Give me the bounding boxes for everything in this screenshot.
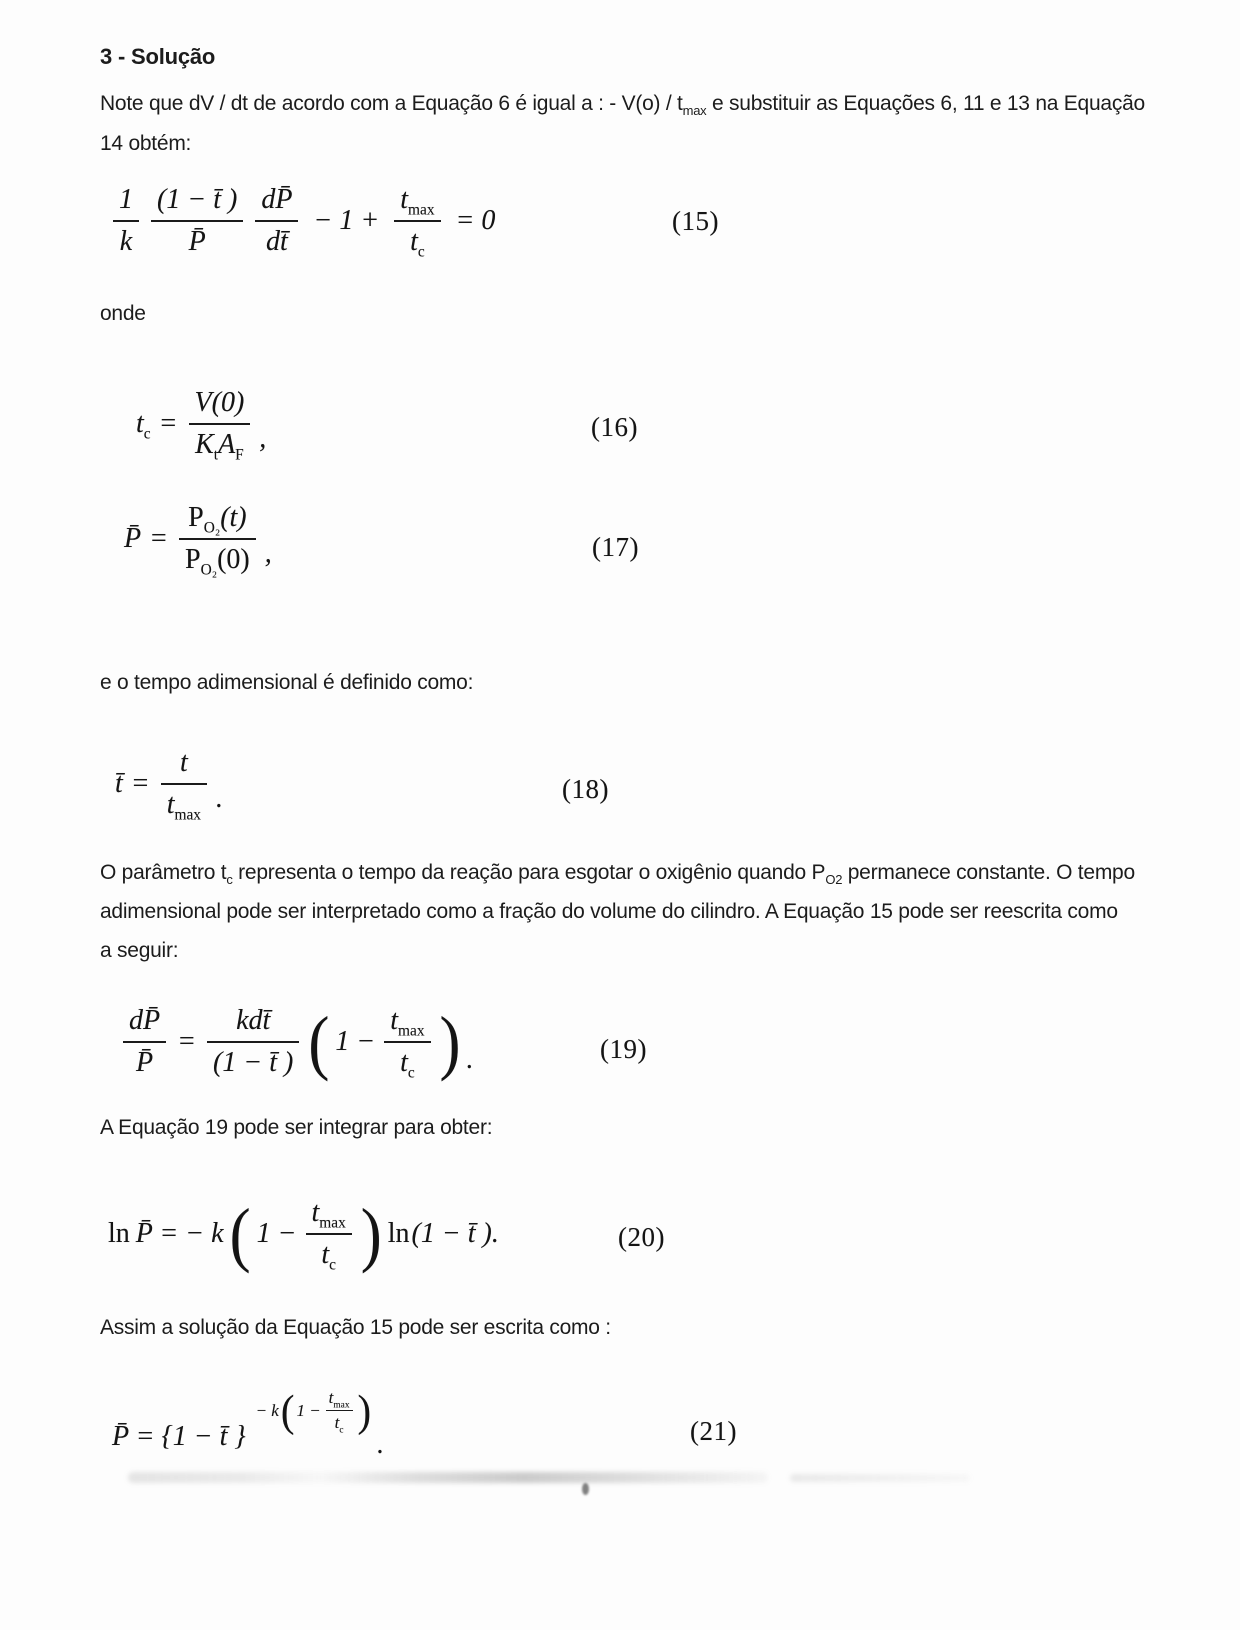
lhs-pbar: P̄ [124, 523, 142, 554]
denominator: k [119, 226, 133, 257]
one-minus-term: 1 − [335, 1026, 376, 1057]
k-symbol: K [195, 429, 214, 460]
comma-punctuation: , [259, 423, 267, 454]
equals-sign: = [149, 523, 169, 554]
minus-k-term: − k [255, 1400, 279, 1420]
denominator [161, 785, 207, 822]
text-onde [100, 294, 1190, 334]
numerator [384, 1004, 430, 1043]
equation-16 [136, 386, 266, 462]
c-subscript: c [407, 1064, 415, 1082]
t-symbol: t [400, 184, 409, 215]
max-subscript: max [319, 1214, 346, 1232]
equation-number-21: (21) [690, 1416, 737, 1446]
equation-18 [115, 746, 223, 822]
t-subscript: t [213, 446, 219, 464]
denominator: P̄ [188, 226, 206, 257]
t-symbol: t [328, 1388, 334, 1407]
lhs-tbar: t̄ [115, 768, 123, 799]
c-subscript: c [329, 1256, 336, 1274]
max-subscript: max [333, 1400, 350, 1411]
intro-text-1: Note que dV / dt de acordo com a Equação 6 é igual a : - V(o) / t [100, 92, 683, 115]
t-symbol: t [410, 226, 418, 257]
text-solucao [100, 1308, 1190, 1348]
tail-expression: (1 − t̄ ). [411, 1218, 499, 1249]
equals-sign: = [130, 768, 150, 799]
o2-subscript: O₂ [203, 519, 221, 537]
t-symbol: t [334, 1413, 340, 1432]
denominator [179, 540, 256, 577]
parametro-subscript-tc: c [226, 872, 233, 888]
equation-number-20: (20) [618, 1222, 665, 1252]
lead-expression: P̄ = − k [135, 1218, 224, 1249]
t-symbol: t [136, 408, 144, 439]
c-subscript: c [339, 1425, 344, 1436]
equation-20: ln P̄ = − k ( 1 − $t_{max}$ $t_c$ ) ln (1 − t̄ ). [108, 1193, 499, 1275]
fraction-tmax-over-tc [394, 183, 440, 259]
fraction-dpbar-over-dtbar [255, 183, 298, 259]
equation-21 [112, 1385, 385, 1460]
max-subscript: max [174, 806, 201, 824]
denominator: (1 − t̄ ) [213, 1047, 294, 1078]
fraction-v0-over-ktaf [189, 386, 251, 462]
max-subscript: max [408, 201, 435, 219]
intro-text-3: 14 obtém: [100, 132, 192, 155]
equals-sign: = [158, 408, 178, 439]
fraction-tmax-over-tc [326, 1388, 353, 1436]
numerator: dP̄ [255, 183, 298, 222]
denominator: dt̄ [265, 226, 288, 257]
scan-artifact-smudge [128, 1472, 768, 1483]
denominator [326, 1411, 353, 1436]
text-adimensional [100, 663, 1190, 703]
equation-number-19: (19) [600, 1034, 647, 1064]
numerator [326, 1388, 353, 1411]
fraction-1-minus-tbar-over-pbar [151, 183, 243, 259]
a-symbol: A [218, 429, 236, 460]
fraction-dpbar-over-pbar [123, 1004, 166, 1080]
minus-one-plus-operator: − 1 + [313, 205, 380, 236]
period-punctuation: . [466, 1044, 474, 1075]
fraction-kdtbar-over-1-minus-tbar [207, 1004, 299, 1080]
one-minus-term: 1 − [296, 1400, 321, 1420]
equation-15 [110, 183, 501, 259]
c-subscript: c [143, 425, 151, 443]
p-symbol: P [188, 502, 204, 533]
numerator: 1 [113, 183, 139, 222]
denominator: P̄ [136, 1047, 154, 1078]
t-symbol: t [400, 1047, 408, 1078]
numerator [306, 1196, 352, 1235]
equation-number-16: (16) [591, 412, 638, 442]
paragraph-parametro [100, 853, 1190, 970]
equation-19: $\frac{dP̄}{P̄}$ = kdt̄ (1 − t̄ ) ( 1 − $t_{max}$ $t_c$ ) . [120, 1004, 474, 1080]
numerator: (1 − t̄ ) [151, 183, 243, 222]
equation-number-15: (15) [672, 206, 719, 236]
scan-artifact-dot [582, 1483, 589, 1495]
ln-operator: ln [387, 1218, 410, 1249]
fraction-one-over-k [113, 183, 139, 259]
equals-zero: = 0 [455, 205, 496, 236]
t-symbol: t [166, 789, 175, 820]
period-punctuation: . [215, 783, 223, 814]
parametro-text-2: representa o tempo da reação para esgotar o oxigênio quando P [232, 861, 826, 884]
text-integrar [100, 1108, 1190, 1148]
zero-argument: (0) [217, 544, 250, 575]
lhs-tc [136, 408, 151, 443]
denominator [306, 1235, 352, 1272]
numerator: V(0) [189, 386, 251, 425]
max-subscript: max [398, 1022, 425, 1040]
p-symbol: P [185, 544, 201, 575]
numerator: dP̄ [123, 1004, 166, 1043]
onde-label: onde [100, 302, 146, 325]
parametro-text-5: a seguir: [100, 939, 179, 962]
fraction-po2t-over-po20 [179, 501, 256, 577]
paragraph-intro [100, 84, 1190, 164]
equation-number-18: (18) [562, 774, 609, 804]
comma-punctuation: , [264, 538, 272, 569]
parametro-text-4: adimensional pode ser interpretado como a fração do volume do cilindro. A Equação 15 pode ser reescrita como [100, 900, 1118, 923]
fraction-t-over-tmax [161, 746, 207, 822]
numerator: kdt̄ [207, 1004, 299, 1043]
numerator [179, 501, 256, 540]
numerator [394, 183, 440, 222]
adimensional-label: e o tempo adimensional é definido como: [100, 671, 474, 694]
one-minus-term: 1 − [256, 1218, 297, 1249]
parametro-subscript-po2: O2 [825, 872, 843, 888]
denominator [189, 425, 251, 462]
solucao-label: Assim a solução da Equação 15 pode ser escrita como : [100, 1316, 611, 1339]
numerator: t [161, 746, 207, 785]
equation-17 [124, 501, 272, 577]
ln-operator: ln [108, 1218, 130, 1249]
t-symbol: t [311, 1197, 320, 1228]
equation-number-17: (17) [592, 532, 639, 562]
parametro-text-3: permanece constante. O tempo [842, 861, 1135, 884]
period-punctuation: . [377, 1429, 385, 1460]
fraction-tmax-over-tc [384, 1004, 430, 1080]
o2-subscript: O₂ [200, 561, 218, 579]
exponent-group: − k ( 1 − $t_{max}$ $t_c$ ) [255, 1385, 372, 1436]
equals-sign: = [177, 1026, 197, 1057]
t-argument: (t) [220, 502, 247, 533]
parametro-text-1: O parâmetro t [100, 861, 227, 884]
lead-expression: P̄ = {1 − t̄ } [112, 1420, 246, 1452]
integrar-label: A Equação 19 pode ser integrar para obter: [100, 1116, 493, 1139]
intro-subscript-tmax: max [682, 103, 707, 119]
f-subscript: F [235, 446, 244, 464]
scan-artifact-tail [790, 1474, 970, 1482]
intro-text-2: e substituir as Equações 6, 11 e 13 na Equação [706, 92, 1145, 115]
t-symbol: t [390, 1005, 399, 1036]
c-subscript: c [417, 243, 425, 261]
fraction-tmax-over-tc [306, 1196, 352, 1272]
section-title: 3 - Solução [100, 44, 216, 69]
denominator [394, 222, 440, 259]
denominator [384, 1043, 430, 1080]
t-symbol: t [321, 1239, 330, 1270]
